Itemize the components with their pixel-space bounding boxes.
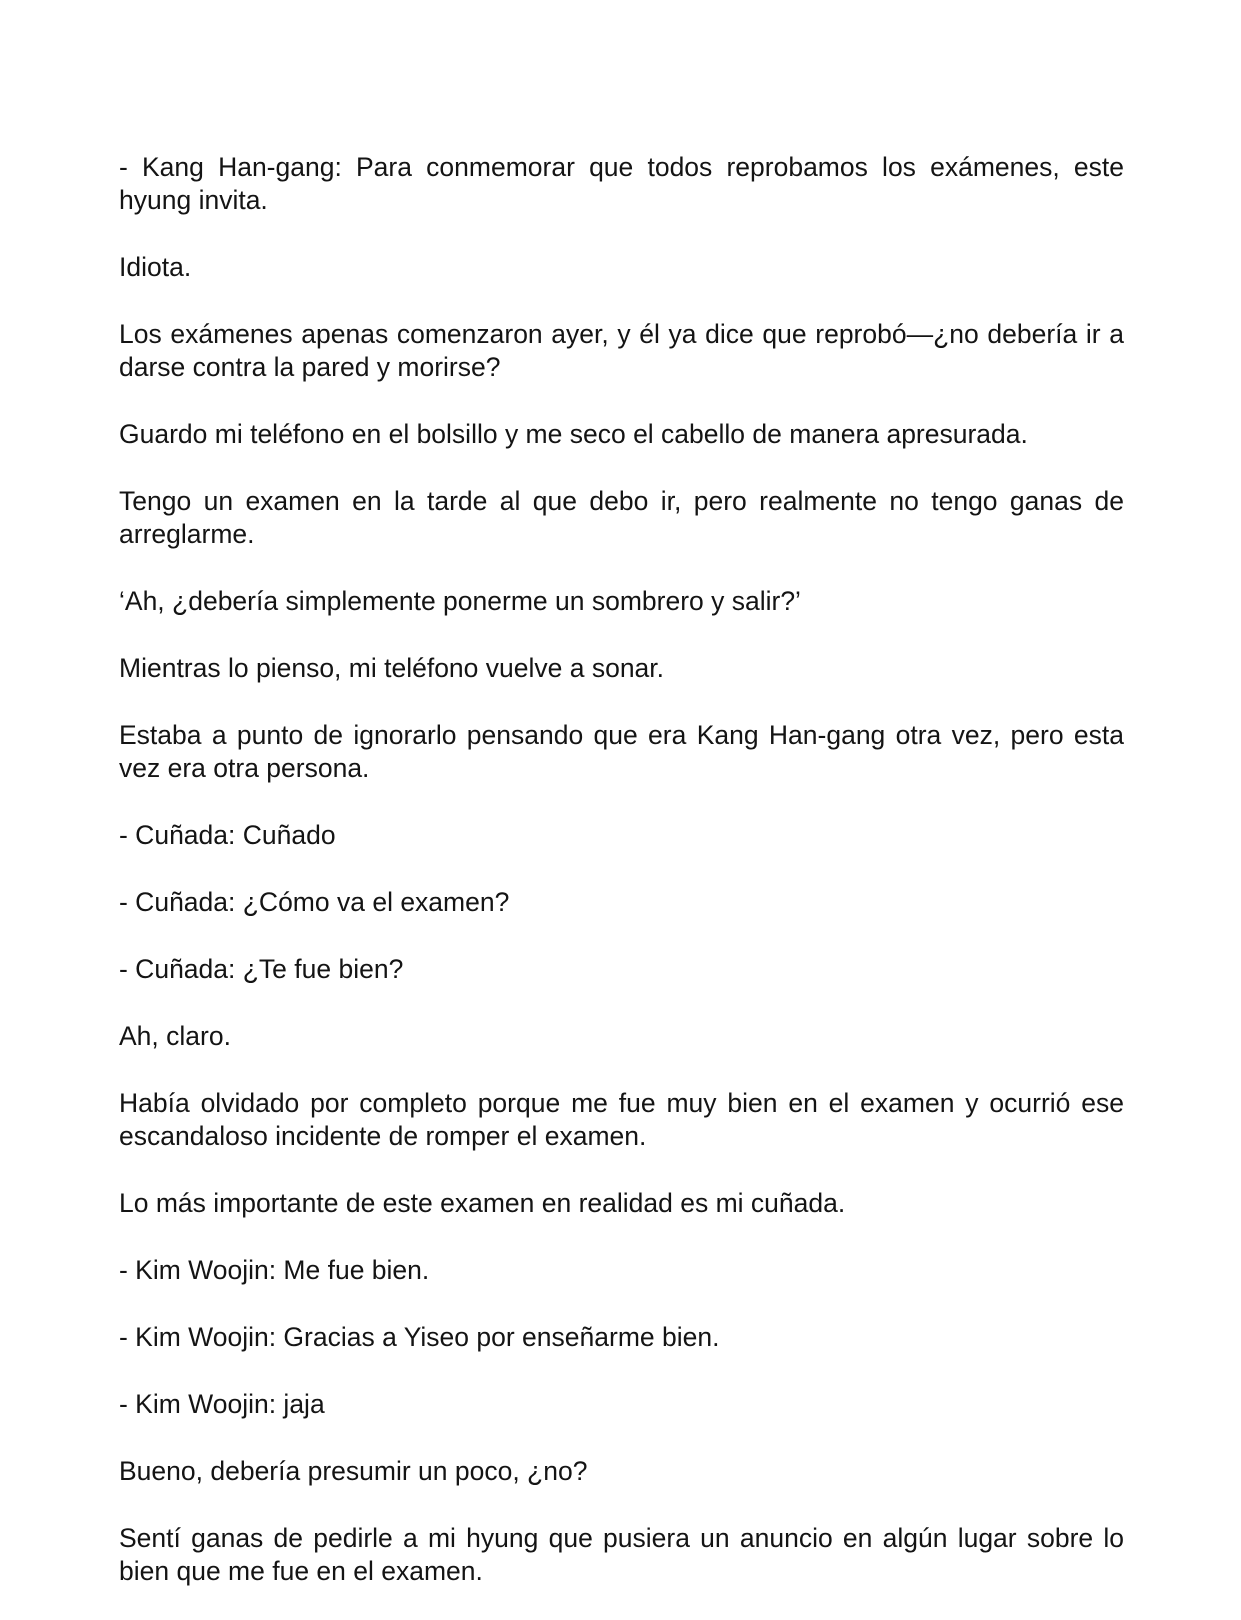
paragraph: Idiota. <box>119 252 192 282</box>
paragraph: Tengo un examen en la tarde al que debo ir, pero realmente no tengo ganas de arreglarme. <box>119 486 1124 549</box>
paragraph: - Cuñada: ¿Cómo va el examen? <box>119 887 510 917</box>
paragraph: - Kang Han-gang: Para conmemorar que todos reprobamos los exámenes, este hyung invita. <box>119 152 1124 215</box>
paragraph: - Kim Woojin: jaja <box>119 1389 325 1419</box>
paragraph: - Kim Woojin: Me fue bien. <box>119 1255 430 1285</box>
paragraph: ‘Ah, ¿debería simplemente ponerme un sombrero y salir?’ <box>119 586 801 616</box>
paragraph: Lo más importante de este examen en realidad es mi cuñada. <box>119 1188 846 1218</box>
paragraph: Mientras lo pienso, mi teléfono vuelve a sonar. <box>119 653 665 683</box>
paragraph: Ah, claro. <box>119 1021 231 1051</box>
paragraph: Los exámenes apenas comenzaron ayer, y él ya dice que reprobó—¿no debería ir a darse contra la pared y morirse? <box>119 319 1124 382</box>
paragraph: Había olvidado por completo porque me fue muy bien en el examen y ocurrió ese escandaloso incidente de romper el examen. <box>119 1088 1124 1151</box>
paragraph: - Kim Woojin: Gracias a Yiseo por enseñarme bien. <box>119 1322 720 1352</box>
paragraph: Bueno, debería presumir un poco, ¿no? <box>119 1456 588 1486</box>
document-body <box>119 151 1124 1588</box>
paragraph: Estaba a punto de ignorarlo pensando que era Kang Han-gang otra vez, pero esta vez era otra persona. <box>119 720 1124 783</box>
paragraph: Sentí ganas de pedirle a mi hyung que pusiera un anuncio en algún lugar sobre lo bien que me fue en el examen. <box>119 1523 1124 1586</box>
paragraph: - Cuñada: Cuñado <box>119 820 336 850</box>
paragraph: Guardo mi teléfono en el bolsillo y me seco el cabello de manera apresurada. <box>119 419 1028 449</box>
paragraph: - Cuñada: ¿Te fue bien? <box>119 954 404 984</box>
